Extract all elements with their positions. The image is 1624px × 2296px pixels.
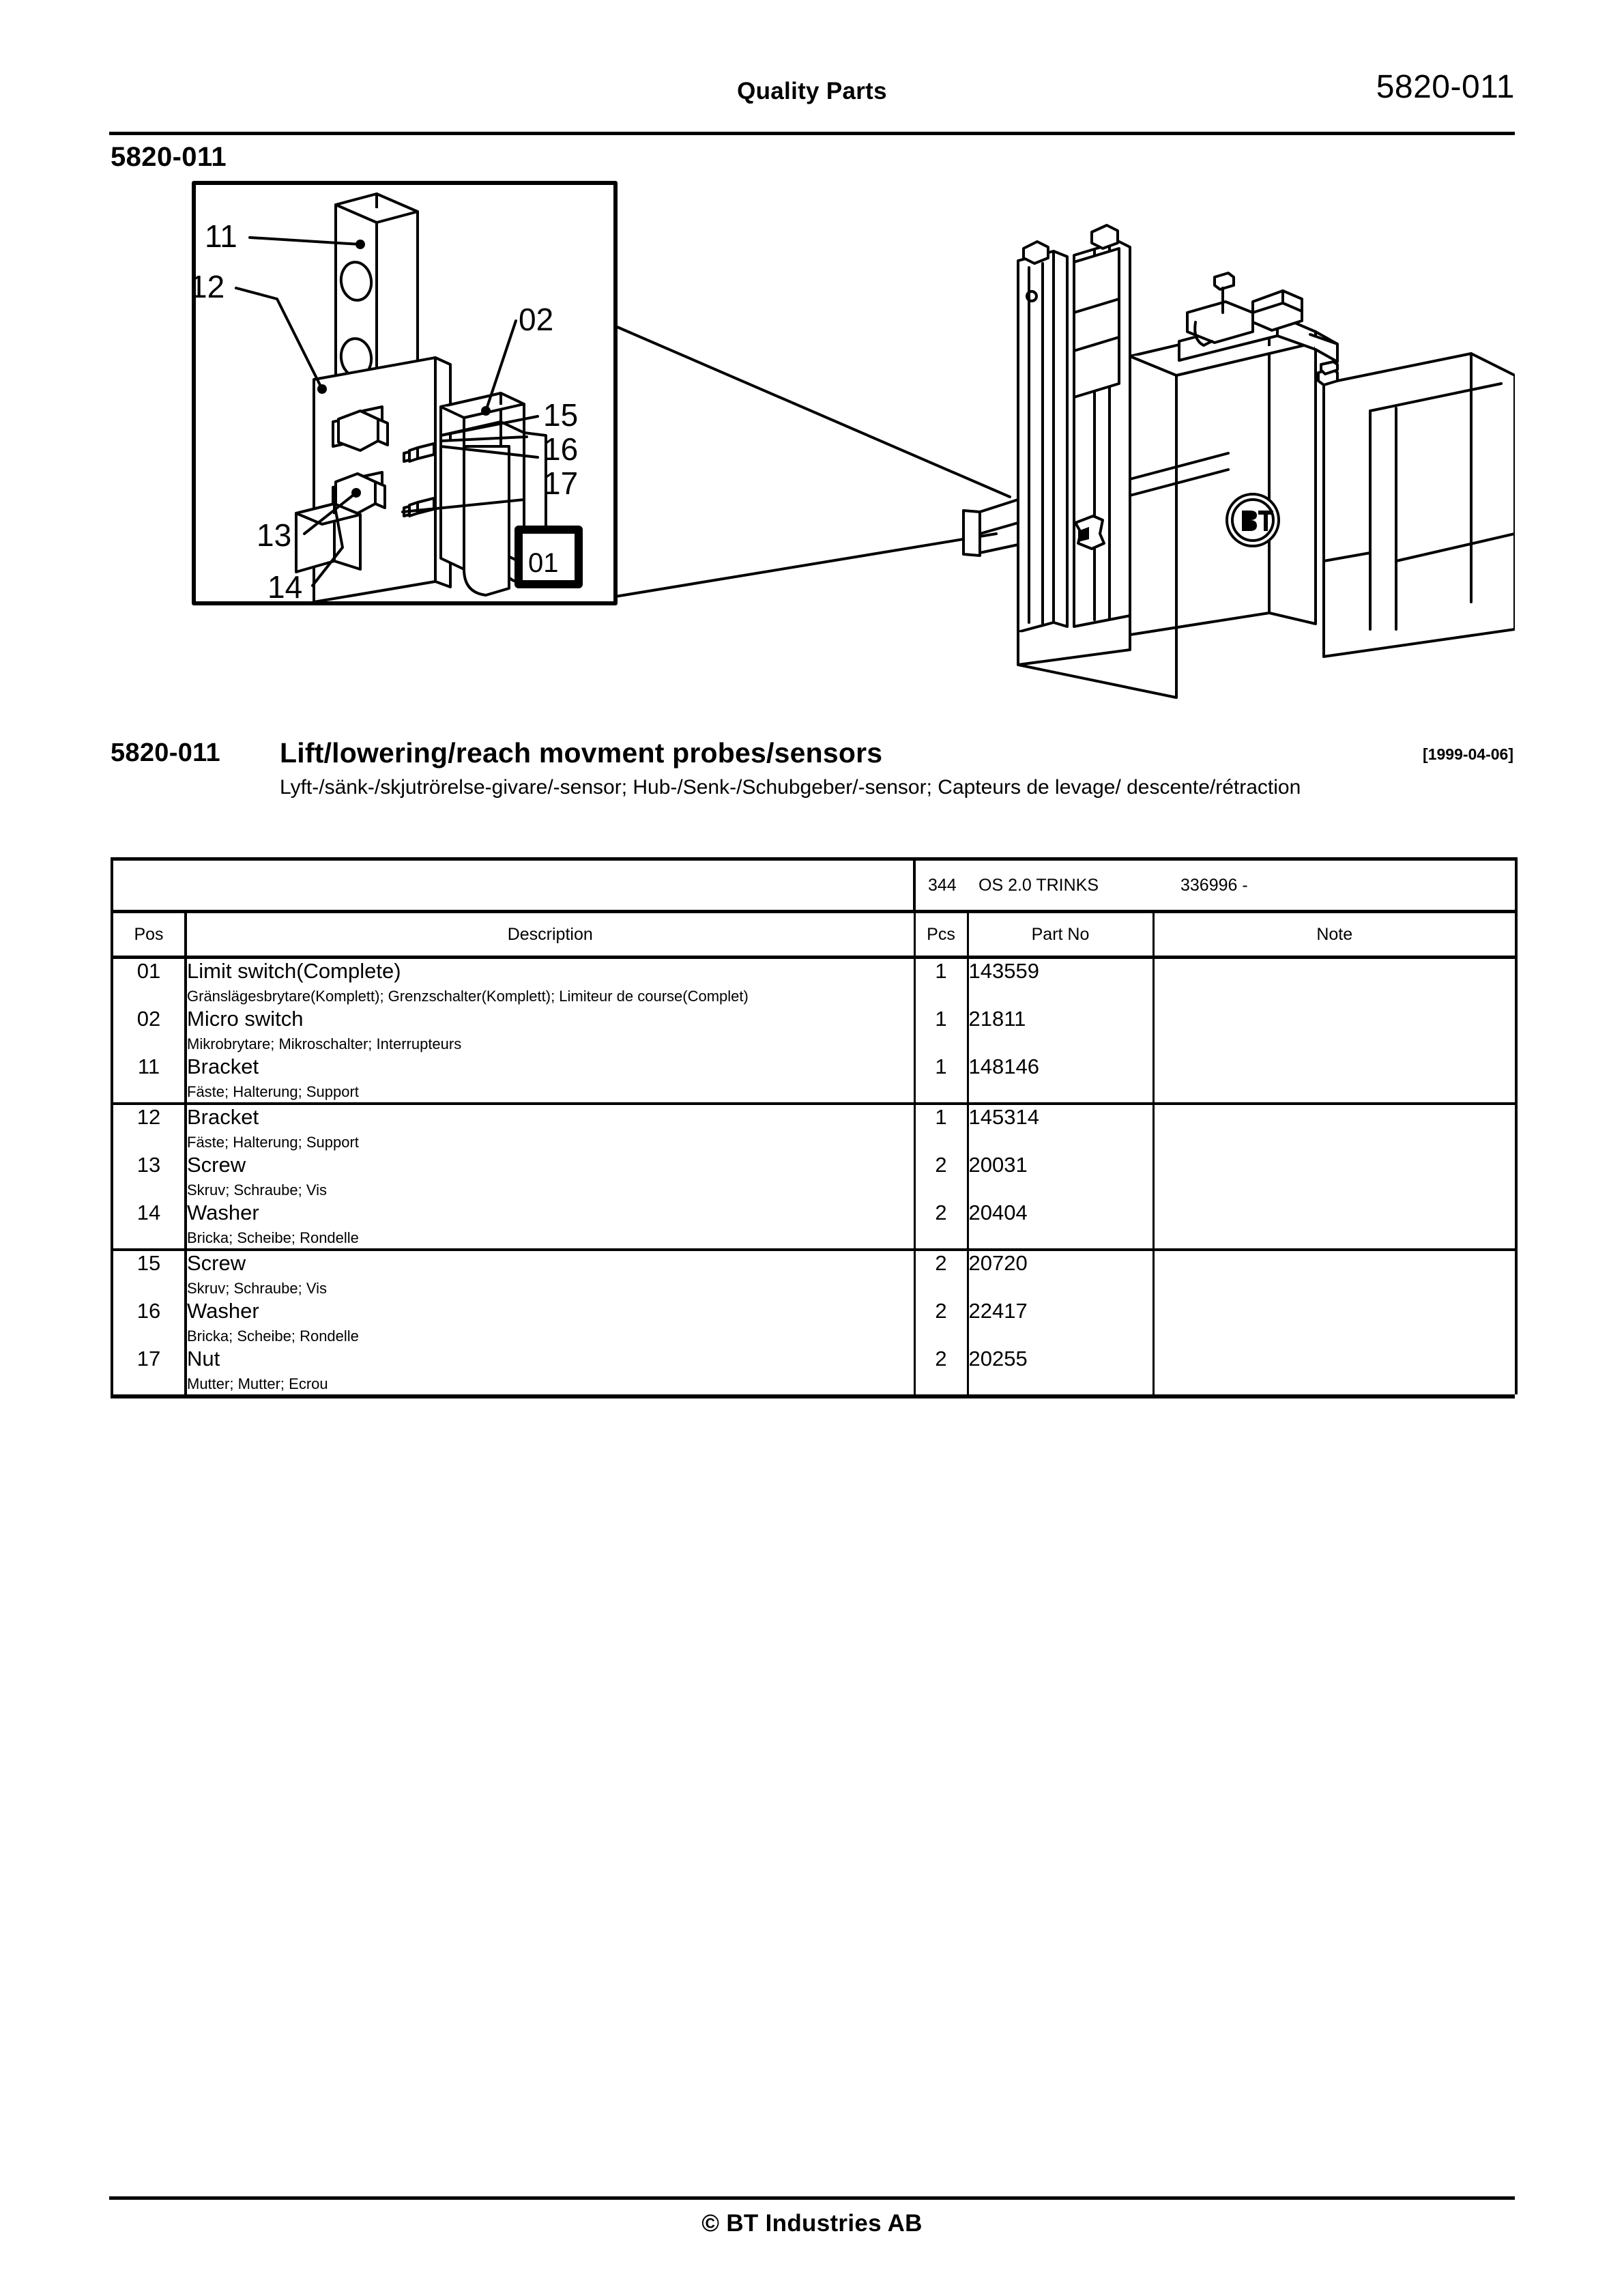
row-part-no: 21811 [968, 1007, 1153, 1054]
section-number: 5820-011 [111, 142, 227, 172]
row-description [186, 1250, 914, 1299]
header-title: Quality Parts [737, 78, 887, 104]
row-description-translations: Fäste; Halterung; Support [187, 1083, 359, 1100]
row-pcs: 2 [914, 1250, 968, 1299]
row-part-no: 20255 [968, 1347, 1153, 1394]
row-note [1153, 1299, 1516, 1347]
row-pos: 13 [112, 1153, 186, 1201]
header-page-code: 5820-011 [1376, 69, 1515, 105]
table-row[interactable] [112, 1007, 1516, 1054]
callout-02: 02 [519, 302, 554, 337]
row-description [186, 1201, 914, 1250]
row-part-no: 145314 [968, 1104, 1153, 1153]
page-header [109, 69, 1515, 131]
figure-area [109, 179, 1515, 718]
page-title: Lift/lowering/reach movment probes/sensors [280, 737, 883, 769]
model-code: 344 [928, 876, 957, 895]
row-pos: 15 [112, 1250, 186, 1299]
parts-table [111, 857, 1518, 1394]
row-part-no: 143559 [968, 958, 1153, 1007]
row-description-en: Washer [187, 1201, 259, 1224]
row-pcs: 2 [914, 1347, 968, 1394]
row-note [1153, 1054, 1516, 1104]
row-pcs: 1 [914, 958, 968, 1007]
row-pos: 16 [112, 1299, 186, 1347]
model-info-cell [914, 859, 1516, 912]
row-pcs: 1 [914, 1104, 968, 1153]
row-pcs: 1 [914, 1054, 968, 1104]
table-row[interactable] [112, 958, 1516, 1007]
callout-11: 11 [205, 218, 237, 254]
table-row[interactable] [112, 1153, 1516, 1201]
row-description [186, 1299, 914, 1347]
row-note [1153, 1201, 1516, 1250]
table-row[interactable] [112, 1347, 1516, 1394]
col-header-pos: Pos [112, 912, 186, 958]
row-part-no: 148146 [968, 1054, 1153, 1104]
row-description [186, 1104, 914, 1153]
header-divider [109, 132, 1515, 135]
row-pcs: 1 [914, 1007, 968, 1054]
row-pcs: 2 [914, 1201, 968, 1250]
table-row[interactable] [112, 1250, 1516, 1299]
row-part-no: 20031 [968, 1153, 1153, 1201]
row-description-translations: Mutter; Mutter; Ecrou [187, 1375, 328, 1392]
row-part-no: 22417 [968, 1299, 1153, 1347]
table-row[interactable] [112, 1201, 1516, 1250]
row-description-en: Nut [187, 1347, 220, 1371]
row-note [1153, 958, 1516, 1007]
model-name: OS 2.0 TRINKS [978, 876, 1099, 895]
col-header-description: Description [186, 912, 914, 958]
row-description-translations: Skruv; Schraube; Vis [187, 1280, 328, 1297]
row-pcs: 2 [914, 1153, 968, 1201]
callout-12: 12 [190, 269, 225, 304]
table-row[interactable] [112, 1104, 1516, 1153]
row-pos: 12 [112, 1104, 186, 1153]
row-note [1153, 1153, 1516, 1201]
row-description [186, 1347, 914, 1394]
row-description-en: Limit switch(Complete) [187, 959, 401, 983]
row-part-no: 20720 [968, 1250, 1153, 1299]
row-description-en: Washer [187, 1299, 259, 1323]
model-serial-range: 336996 - [1180, 876, 1248, 895]
table-row[interactable] [112, 1299, 1516, 1347]
footer-divider [109, 2196, 1515, 2200]
row-note [1153, 1104, 1516, 1153]
row-pcs: 2 [914, 1299, 968, 1347]
row-description-en: Screw [187, 1251, 246, 1275]
row-note [1153, 1347, 1516, 1394]
row-description-translations: Mikrobrytare; Mikroschalter; Interrupteurs [187, 1035, 462, 1052]
callout-17: 17 [543, 465, 579, 501]
row-description [186, 1153, 914, 1201]
row-description-translations: Gränslägesbrytare(Komplett); Grenzschalter(Komplett); Limiteur de course(Complet) [187, 988, 749, 1005]
title-code: 5820-011 [111, 738, 220, 767]
model-blank-cell [112, 859, 914, 912]
row-pos: 14 [112, 1201, 186, 1250]
parts-illustration [109, 179, 1515, 718]
column-header-row [112, 912, 1516, 958]
callout-14: 14 [267, 569, 303, 605]
footer-copyright: © BT Industries AB [701, 2210, 923, 2237]
row-description [186, 1054, 914, 1104]
title-subtitle: Lyft-/sänk-/skjutrörelse-givare/-sensor; Hub-/Senk-/Schubgeber/-sensor; Capteurs de levage/ descente/rétraction [280, 776, 1301, 799]
row-pos: 11 [112, 1054, 186, 1104]
row-pos: 01 [112, 958, 186, 1007]
table-row[interactable] [112, 1054, 1516, 1104]
row-note [1153, 1250, 1516, 1299]
row-description-translations: Bricka; Scheibe; Rondelle [187, 1229, 359, 1246]
title-block [111, 737, 1515, 799]
row-note [1153, 1007, 1516, 1054]
row-pos: 02 [112, 1007, 186, 1054]
row-description [186, 1007, 914, 1054]
row-description-en: Micro switch [187, 1007, 304, 1031]
callout-15: 15 [543, 397, 579, 433]
col-header-part-no: Part No [968, 912, 1153, 958]
row-description [186, 958, 914, 1007]
table-bottom-border [111, 1394, 1515, 1398]
row-description-translations: Bricka; Scheibe; Rondelle [187, 1328, 359, 1345]
row-description-en: Bracket [187, 1054, 259, 1078]
callout-13: 13 [257, 517, 292, 553]
callout-16: 16 [543, 431, 579, 467]
row-description-en: Screw [187, 1153, 246, 1177]
row-description-translations: Skruv; Schraube; Vis [187, 1181, 328, 1199]
figure-boxed-label: 01 [528, 548, 559, 578]
row-description-translations: Fäste; Halterung; Support [187, 1134, 359, 1151]
title-date: [1999-04-06] [1423, 745, 1513, 763]
col-header-note: Note [1153, 912, 1516, 958]
row-part-no: 20404 [968, 1201, 1153, 1250]
row-pos: 17 [112, 1347, 186, 1394]
row-description-en: Bracket [187, 1105, 259, 1129]
col-header-pcs: Pcs [914, 912, 968, 958]
model-header-row [112, 859, 1516, 912]
